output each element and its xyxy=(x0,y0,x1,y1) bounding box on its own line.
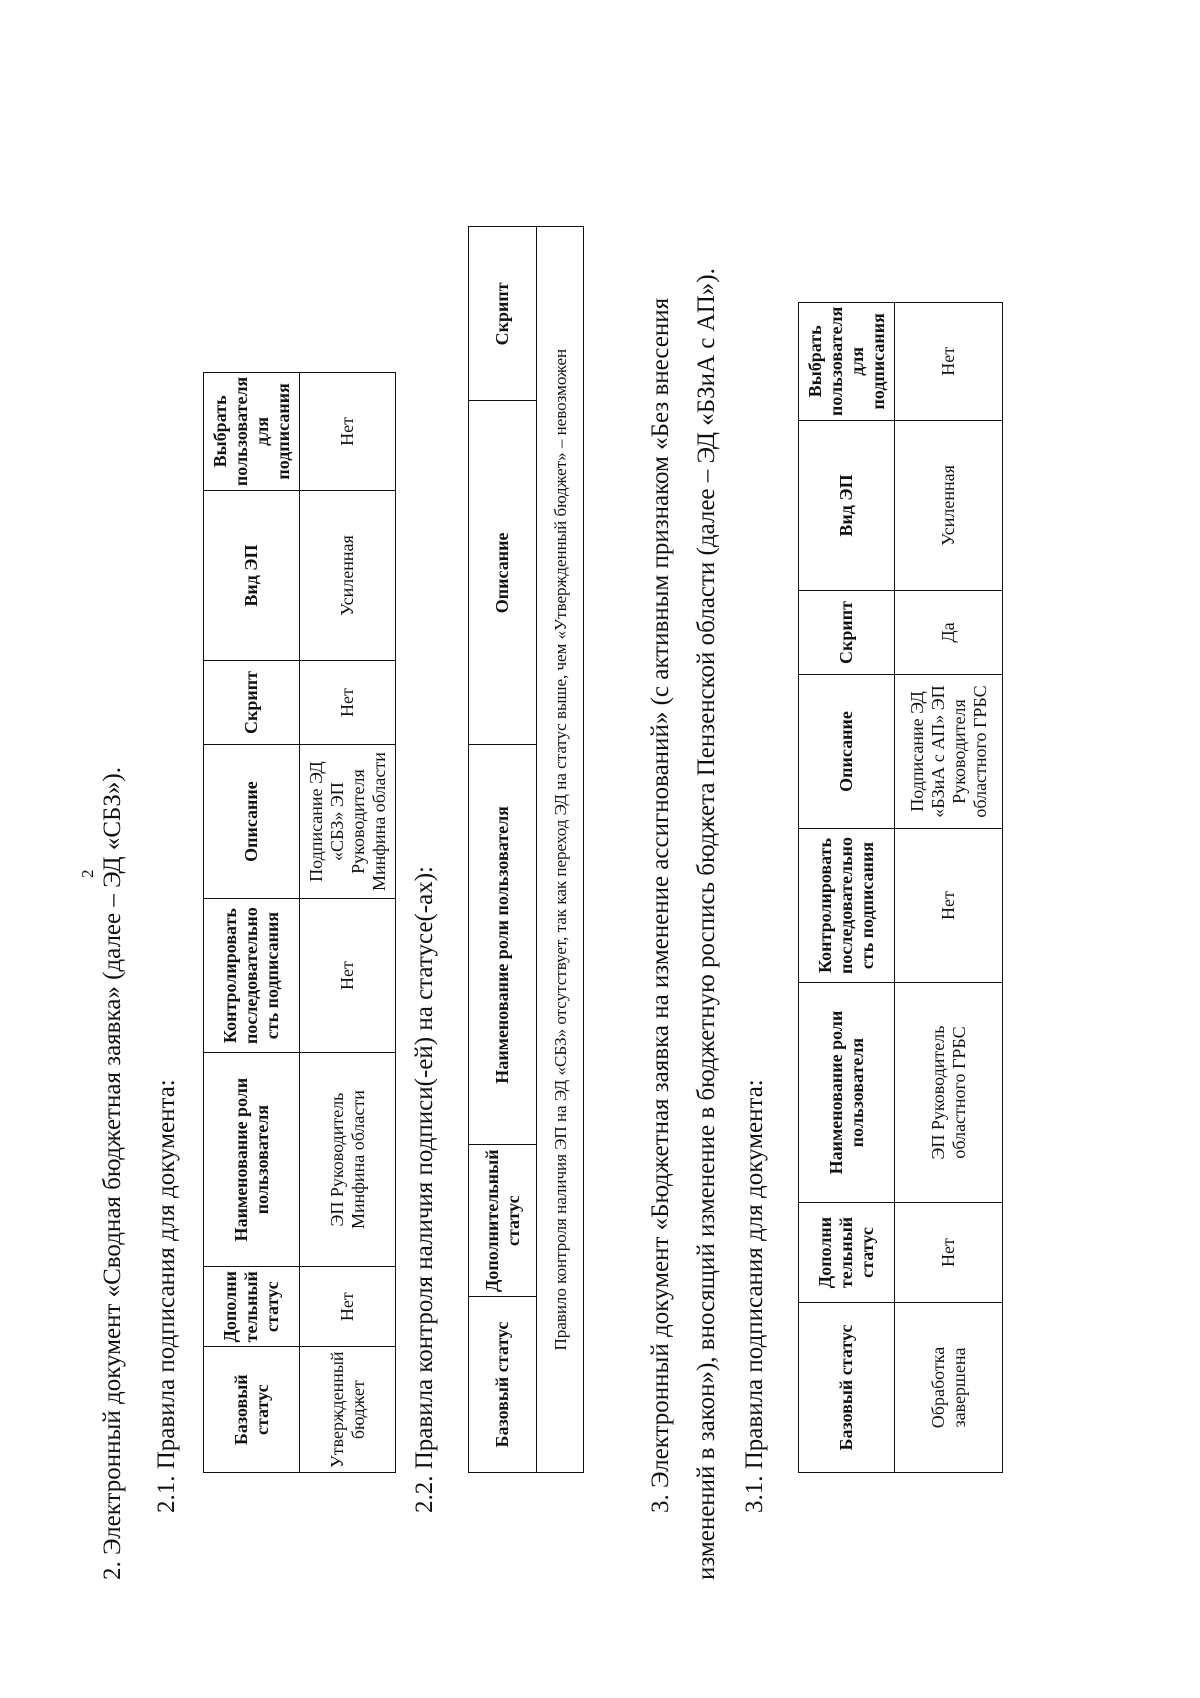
col-additional-status: Дополни тельный статус xyxy=(799,1203,895,1303)
col-sequence-control: Контролировать последовательно сть подписания xyxy=(799,829,895,983)
cell-role-name: ЭП Руководитель областного ГРБС xyxy=(895,983,1003,1203)
col-description: Описание xyxy=(469,401,537,745)
section-3-1-heading: 3.1. Правила подписания для документа: xyxy=(741,1079,768,1513)
col-sequence-control: Контролировать последовательно сть подписания xyxy=(204,899,300,1053)
col-script: Скрипт xyxy=(204,661,300,745)
cell-additional-status: Нет xyxy=(895,1203,1003,1303)
cell-sequence-control: Нет xyxy=(895,829,1003,983)
cell-signature-type: Усиленная xyxy=(895,421,1003,591)
col-select-user: Выбрать пользователя для подписания xyxy=(799,302,895,420)
cell-role-name: ЭП Руководитель Минфина области xyxy=(300,1053,396,1267)
signing-rules-table-sbz xyxy=(203,372,396,1473)
section-2-2-heading: 2.2. Правила контроля наличия подписи(-ей) на статусе(-ах): xyxy=(411,866,438,1513)
section-2-1-heading: 2.1. Правила подписания для документа: xyxy=(153,1079,180,1513)
table-header-row xyxy=(469,227,537,1473)
col-role-name: Наименование роли пользователя xyxy=(799,983,895,1203)
col-select-user: Выбрать пользователя для подписания xyxy=(204,372,300,490)
cell-script: Да xyxy=(895,591,1003,675)
col-base-status: Базовый статус xyxy=(469,1297,537,1473)
col-script: Скрипт xyxy=(799,591,895,675)
section-3-paragraph-line-2: изменений в закон»), вносящий изменение в бюджетную роспись бюджета Пензенской области (далее – ЭД «БЗиА с АП»). xyxy=(693,268,720,1580)
col-description: Описание xyxy=(799,675,895,829)
col-role-name: Наименование роли пользователя xyxy=(469,745,537,1145)
col-script: Скрипт xyxy=(469,227,537,401)
signature-control-table-sbz xyxy=(468,226,584,1473)
table-row xyxy=(895,302,1003,1472)
col-additional-status: Дополни тельный статус xyxy=(204,1267,300,1347)
col-description: Описание xyxy=(204,745,300,899)
table-header-row xyxy=(204,372,300,1472)
col-base-status: Базовый статус xyxy=(799,1303,895,1473)
cell-additional-status: Нет xyxy=(300,1267,396,1347)
page-number: 2 xyxy=(78,869,97,878)
table-row xyxy=(537,227,584,1473)
cell-description: Подписание ЭД «СБЗ» ЭП Руководителя Минфина области xyxy=(300,745,396,899)
col-base-status: Базовый статус xyxy=(204,1347,300,1473)
cell-select-user: Нет xyxy=(300,372,396,490)
col-signature-type: Вид ЭП xyxy=(204,491,300,661)
cell-script: Нет xyxy=(300,661,396,745)
cell-base-status: Утвержденный бюджет xyxy=(300,1347,396,1473)
col-role-name: Наименование роли пользователя xyxy=(204,1053,300,1267)
col-signature-type: Вид ЭП xyxy=(799,421,895,591)
signing-rules-table-bzia xyxy=(798,302,1003,1473)
table-header-row xyxy=(799,302,895,1472)
cell-base-status: Обработка завершена xyxy=(895,1303,1003,1473)
table-row xyxy=(300,372,396,1472)
cell-select-user: Нет xyxy=(895,302,1003,420)
cell-description: Подписание ЭД «БЗиА с АП» ЭП Руководителя областного ГРБС xyxy=(895,675,1003,829)
col-additional-status: Дополнительный статус xyxy=(469,1145,537,1297)
section-3-paragraph-line-1: 3. Электронный документ «Бюджетная заявка на изменение ассигнований» (с активным признаком «Без внесения xyxy=(647,297,674,1513)
cell-signature-type: Усиленная xyxy=(300,491,396,661)
cell-sequence-control: Нет xyxy=(300,899,396,1053)
section-2-heading: 2. Электронный документ «Сводная бюджетная заявка» (далее – ЭД «СБЗ»). xyxy=(99,767,126,1580)
merged-note-cell: Правило контроля наличия ЭП на ЭД «СБЗ» отсутствует, так как переход ЭД на статус выше, чем «Утвержденный бюджет» – невозможен xyxy=(537,227,584,1473)
